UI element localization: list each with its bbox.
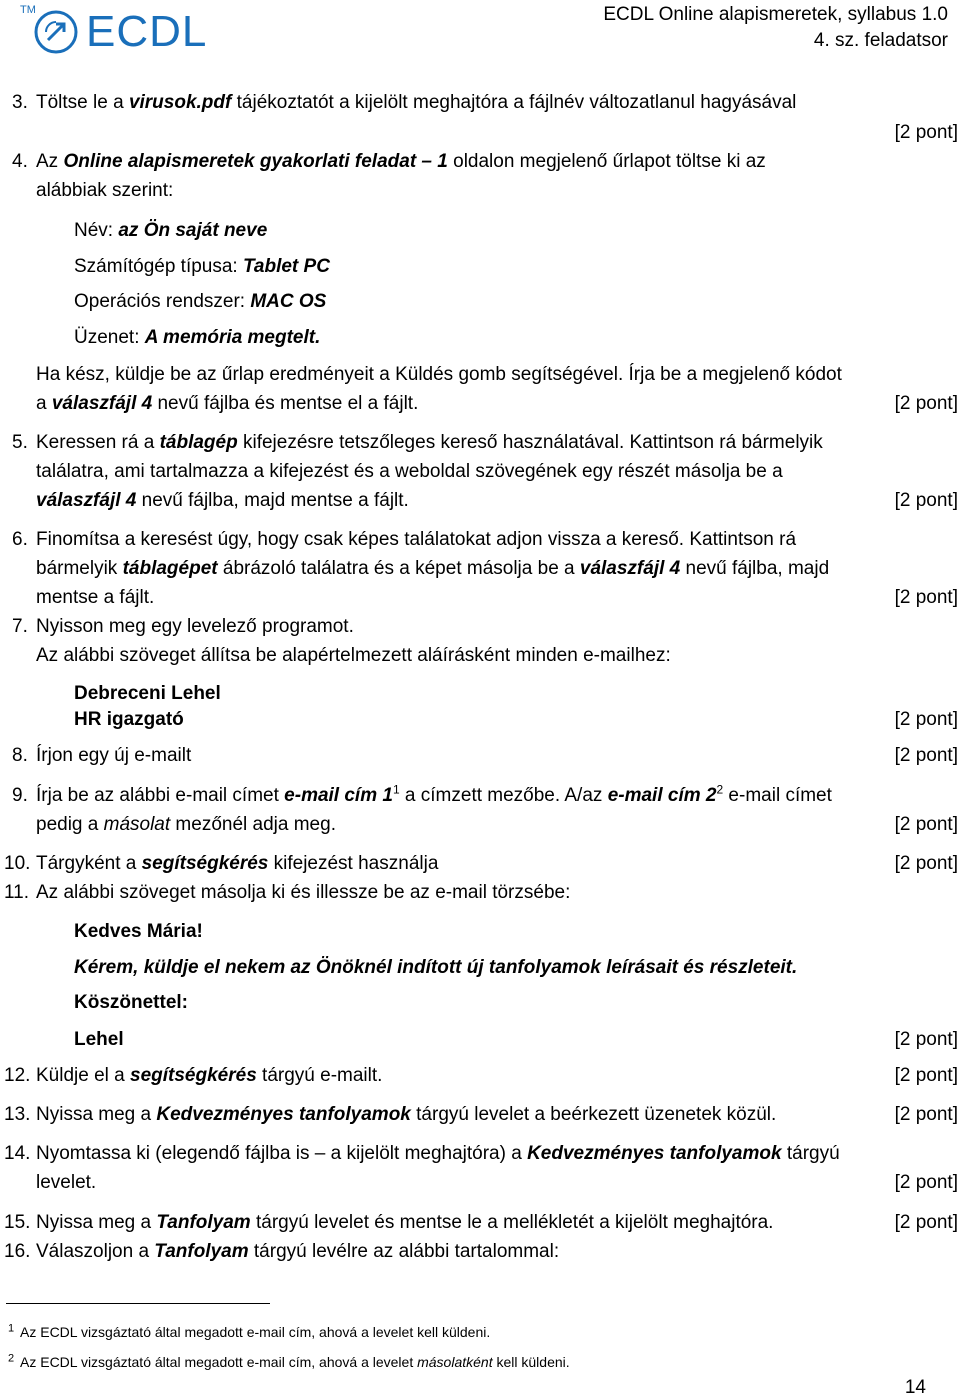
task-6: 6. Finomítsa a keresést úgy, hogy csak képes találatokat adjon vissza a kereső. Kattintson rá [12,529,797,550]
points-13: [2 pont] [894,1104,958,1125]
trademark-label: TM [20,4,36,16]
ecdl-logo [20,4,230,60]
points-7: [2 pont] [894,709,958,730]
points-11: [2 pont] [894,1029,958,1050]
email-body-closing: Köszönettel: [74,992,188,1013]
points-4: [2 pont] [894,393,958,414]
ecdl-logo-text: ECDL [86,7,208,56]
form-field-os: Operációs rendszer: MAC OS [74,291,327,312]
form-field-computer: Számítógép típusa: Tablet PC [74,256,330,277]
email-body-text: Kérem, küldje el nekem az Önöknél indított új tanfolyamok leírásait és részleteit. [74,957,798,978]
task-13: 13. Nyissa meg a Kedvezményes tanfolyamok tárgyú levelet a beérkezett üzenetek közül. [4,1104,777,1125]
task-11: 11. Az alábbi szöveget másolja ki és illessze be az e-mail törzsébe: [4,882,571,903]
task-8: 8. Írjon egy új e-mailt [12,745,192,766]
task-5: 5. Keressen rá a táblagép kifejezésre tetszőleges kereső használatával. Kattintson rá bármelyik [12,432,823,453]
document-page: TM ECDL ECDL Online alapismeretek, syllabus 1.0 4. sz. feladatsor 3. Töltse le a virusok.pdf tájékoztatót a kijelölt meghajtóra a fájlnév változatlanul hagyásával [2 pont] 4. Az Online alapismeretek gyakorlati feladat – 1 oldalon megjelenő űrlapot töltse ki az alábbiak szerint: Név: az Ön saját neve Számítógép típusa: Tablet PC Operációs rendszer: MAC OS Üzenet: A memória megtelt. Ha kész, küldje be az űrlap eredményeit a Küldés gomb segítségével. Írja be a megjelenő kódot a válaszfájl 4 nevű fájlba és mentse el a fájlt. [2 pont] 5. Keressen rá a táblagép kifejezésre tetszőleges kereső használatával. Kattintson rá bármelyik találatra, ami tartalmazza a kifejezést és a weboldal szövegének egy részét másolja be a válaszfájl 4 nevű fájlba, majd mentse a fájlt. [2 pont] 6. Finomítsa a keresést úgy, hogy csak képes találatokat adjon vissza a kereső. Kattintson rá bármelyik táblagépet ábrázoló találatra és a képet másolja be a válaszfájl 4 nevű fájlba, majd mentse a fájlt. [2 pont] 7. Nyisson meg egy levelező programot. Az alábbi szöveget állítsa be alapértelmezett aláírásként minden e-mailhez: Debreceni Lehel HR igazgató [2 pont] 8. Írjon egy új e-mailt [2 pont] 9. Írja be az alábbi e-mail címet e-mail cím $1^1$ a címzett mezőbe. A/az e-mail cím $2^2$ e-mail címet pedig a másolat mezőnél adja meg. [2 pont] 10. Tárgyként a segítségkérés kifejezést használja [2 pont] 11. Az alábbi szöveget másolja ki és illessze be az e-mail törzsébe: Kedves Mária! Kérem, küldje el nekem az Önöknél indított új tanfolyamok leírásait és részleteit. Köszönettel: Lehel [2 pont] 12. Küldje el a segítségkérés tárgyú e-mailt. [2 pont] 13. Nyissa meg a Kedvezményes tanfolyamok tárgyú levelet a beérkezett üzenetek közül. [2 pont] 14. Nyomtassa ki (elegendő fájlba is – a kijelölt meghajtóra) a Kedvezményes tanfolyamok tárgyú levelet. [2 pont] 15. Nyissa meg a Tanfolyam tárgyú levelet és mentse le a mellékletét a kijelölt meghajtóra. [2 pont] 16. Válaszoljon a Tanfolyam tárgyú levélre az alábbi tartalommal: $^1$ Az ECDL vizsgáztató által megadott e-mail cím, ahová a levelet kell küldeni. $^2$ Az ECDL vizsgáztató által megadott e-mail cím, ahová a levelet másolatként kell küldeni. 14 [4,4,958,1398]
points-9: [2 pont] [894,814,958,835]
task-16: 16. Válaszoljon a Tanfolyam tárgyú levélre az alábbi tartalommal: [4,1241,560,1262]
form-field-message: Üzenet: A memória megtelt. [74,327,321,348]
points-10: [2 pont] [894,853,958,874]
task-3: 3. Töltse le a virusok.pdf tájékoztatót a kijelölt meghajtóra a fájlnév változatlanul hagyásával [12,92,797,113]
points-12: [2 pont] [894,1065,958,1086]
task-10: 10. Tárgyként a segítségkérés kifejezést használja [4,853,439,874]
form-field-name: Név: az Ön saját neve [74,220,268,241]
document-header [348,4,948,52]
email-body-signature: Lehel [74,1029,124,1050]
points-15: [2 pont] [894,1212,958,1233]
task-12: 12. Küldje el a segítségkérés tárgyú e-mailt. [4,1065,383,1086]
task-9: 9. Írja be az alábbi e-mail címet e-mail cím $1^1$ a címzett mezőbe. A/az e-mail cím $2^2$ e-mail címet [12,782,832,806]
signature-title: HR igazgató [74,709,184,730]
points-3: [2 pont] [894,122,958,143]
footnote-divider [6,1303,270,1304]
points-6: [2 pont] [894,587,958,608]
footnote-2: $^2$ Az ECDL vizsgáztató által megadott e-mail cím, ahová a levelet másolatként kell küldeni. [8,1352,570,1370]
ecdl-logo-icon [34,10,78,54]
footnote-1: $^1$ Az ECDL vizsgáztató által megadott e-mail cím, ahová a levelet kell küldeni. [8,1322,491,1340]
task-14: 14. Nyomtassa ki (elegendő fájlba is – a kijelölt meghajtóra) a Kedvezményes tanfolyamok tárgyú [4,1143,840,1164]
signature-name: Debreceni Lehel [74,683,221,704]
points-5: [2 pont] [894,490,958,511]
filename: virusok.pdf [128,92,232,113]
header-subtitle: 4. sz. feladatsor [813,30,948,51]
page-number: 14 [904,1377,926,1398]
task-4: 4. Az Online alapismeretek gyakorlati feladat – 1 oldalon megjelenő űrlapot töltse ki az [12,151,766,172]
email-body-greeting: Kedves Mária! [74,921,203,942]
points-8: [2 pont] [894,745,958,766]
points-14: [2 pont] [894,1172,958,1193]
header-title: ECDL Online alapismeretek, syllabus 1.0 [603,4,948,25]
task-15: 15. Nyissa meg a Tanfolyam tárgyú levelet és mentse le a mellékletét a kijelölt meghajtóra. [4,1212,774,1233]
task-7: 7. Nyisson meg egy levelező programot. [12,616,354,637]
